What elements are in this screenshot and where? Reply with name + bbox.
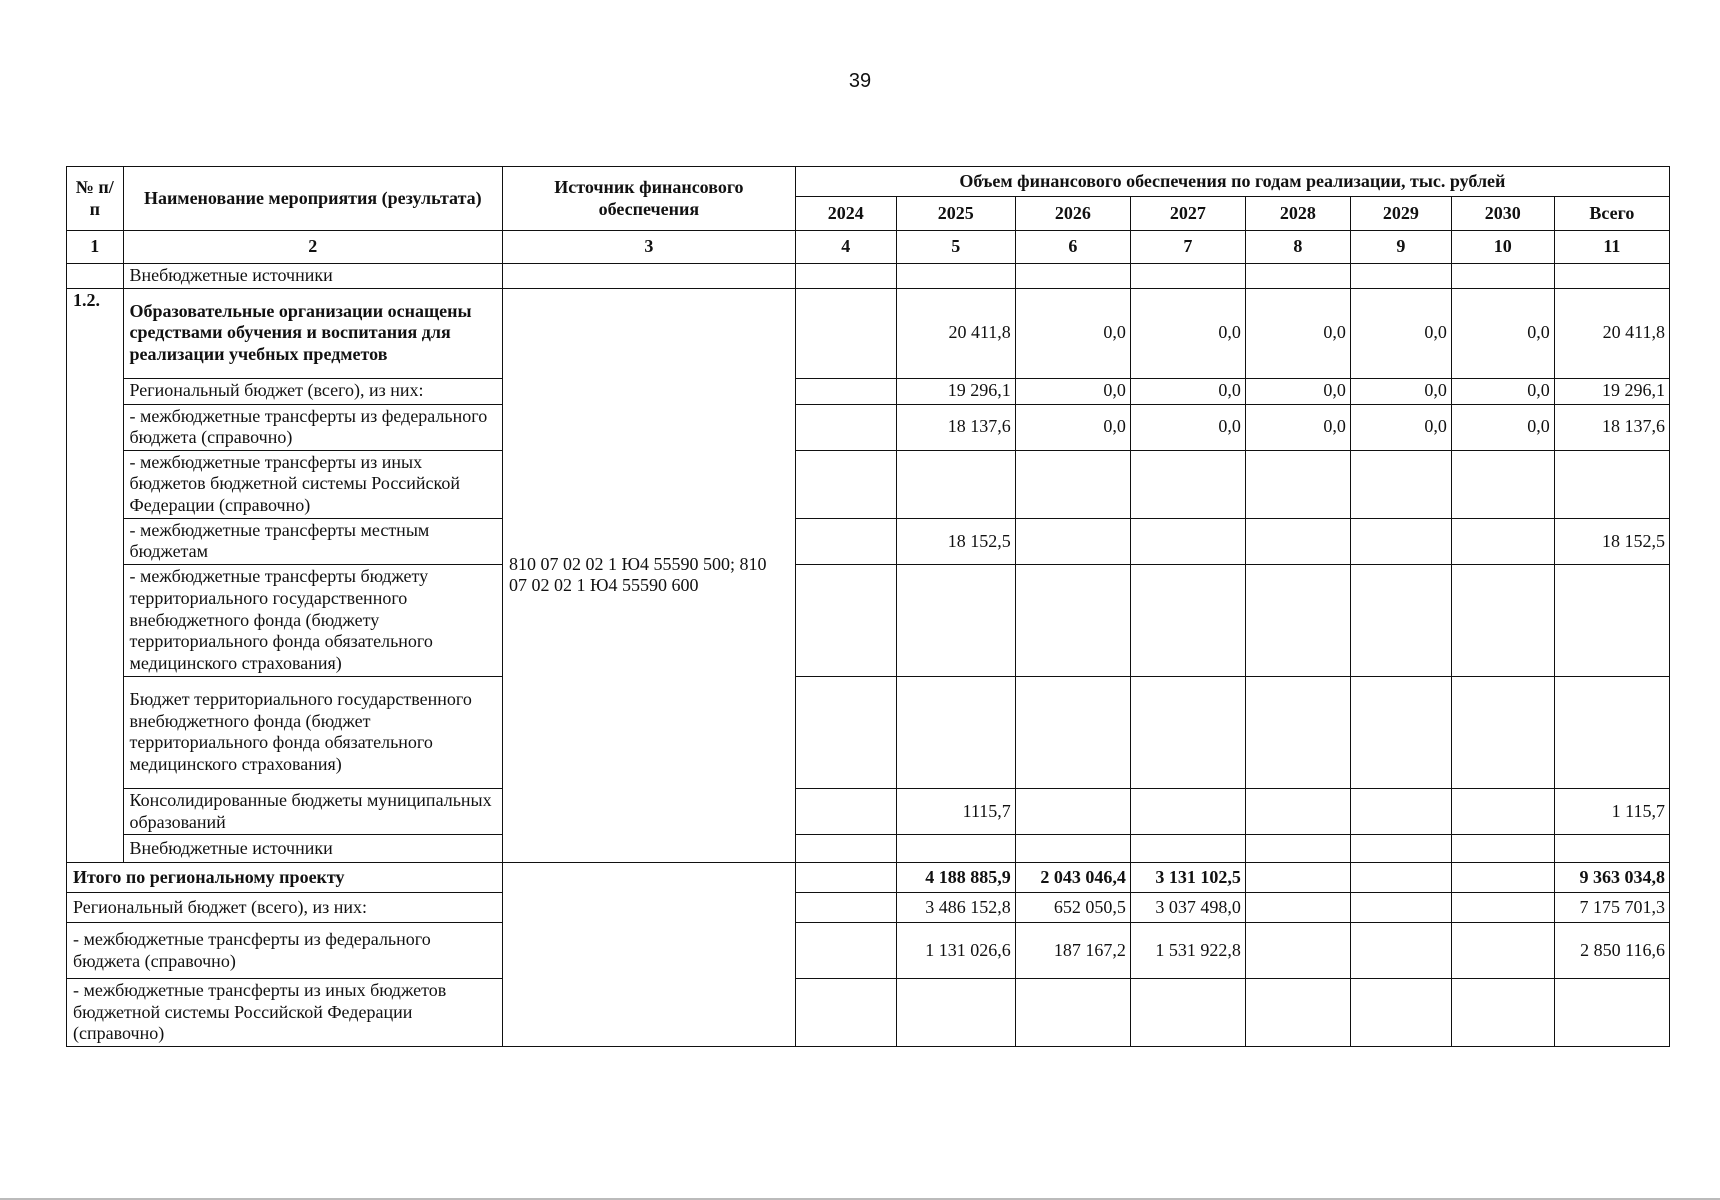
value-cell xyxy=(1350,264,1451,289)
value-cell xyxy=(896,564,1015,676)
value-cell xyxy=(795,564,896,676)
row-name: Образовательные организации оснащены средствами обучения и воспитания для реализации учебных предметов xyxy=(123,288,503,378)
value-cell: 0,0 xyxy=(1015,378,1130,404)
value-cell: 0,0 xyxy=(1130,378,1245,404)
value-cell xyxy=(1451,893,1554,923)
value-cell: 4 188 885,9 xyxy=(896,863,1015,893)
value-cell xyxy=(1451,564,1554,676)
total-name: Итого по региональному проекту xyxy=(67,863,503,893)
value-cell: 2 850 116,6 xyxy=(1554,923,1669,979)
table-row xyxy=(67,378,1670,404)
value-cell xyxy=(896,835,1015,863)
value-cell xyxy=(1245,788,1350,834)
row-name: - межбюджетные трансферты из иных бюджетов бюджетной системы Российской Федерации (справочно) xyxy=(123,450,503,518)
cell-source xyxy=(503,264,796,289)
value-cell xyxy=(1554,564,1669,676)
value-cell: 0,0 xyxy=(1130,288,1245,378)
value-cell xyxy=(1245,863,1350,893)
header-year: 2029 xyxy=(1350,197,1451,231)
value-cell xyxy=(1245,923,1350,979)
value-cell xyxy=(1245,835,1350,863)
header-year: 2030 xyxy=(1451,197,1554,231)
value-cell xyxy=(1451,518,1554,564)
value-cell xyxy=(1451,264,1554,289)
value-cell xyxy=(795,676,896,788)
value-cell: 20 411,8 xyxy=(1554,288,1669,378)
header-source: Источник финансового обеспечения xyxy=(503,167,796,231)
total-name: - межбюджетные трансферты из иных бюджетов бюджетной системы Российской Федерации (справочно) xyxy=(67,979,503,1047)
table-row xyxy=(67,788,1670,834)
value-cell: 3 037 498,0 xyxy=(1130,893,1245,923)
cell-source xyxy=(503,863,796,1047)
value-cell: 1 531 922,8 xyxy=(1130,923,1245,979)
header-volume: Объем финансового обеспечения по годам реализации, тыс. рублей xyxy=(795,167,1669,197)
value-cell xyxy=(1350,893,1451,923)
value-cell xyxy=(1015,264,1130,289)
value-cell xyxy=(1451,923,1554,979)
value-cell: 1115,7 xyxy=(896,788,1015,834)
column-index: 8 xyxy=(1245,231,1350,264)
value-cell: 19 296,1 xyxy=(896,378,1015,404)
value-cell xyxy=(1554,676,1669,788)
row-name: Консолидированные бюджеты муниципальных образований xyxy=(123,788,503,834)
value-cell xyxy=(1130,264,1245,289)
value-cell: 0,0 xyxy=(1015,404,1130,450)
value-cell xyxy=(1350,923,1451,979)
value-cell xyxy=(1245,676,1350,788)
value-cell xyxy=(896,676,1015,788)
value-cell: 0,0 xyxy=(1130,404,1245,450)
value-cell xyxy=(795,378,896,404)
value-cell xyxy=(1245,518,1350,564)
value-cell: 0,0 xyxy=(1245,404,1350,450)
column-index: 5 xyxy=(896,231,1015,264)
value-cell: 0,0 xyxy=(1245,288,1350,378)
value-cell: 0,0 xyxy=(1451,288,1554,378)
value-cell xyxy=(1451,979,1554,1047)
value-cell: 9 363 034,8 xyxy=(1554,863,1669,893)
value-cell xyxy=(1451,835,1554,863)
value-cell xyxy=(795,450,896,518)
value-cell: 19 296,1 xyxy=(1554,378,1669,404)
value-cell xyxy=(795,288,896,378)
total-row xyxy=(67,863,1670,893)
value-cell: 18 137,6 xyxy=(1554,404,1669,450)
value-cell xyxy=(1451,863,1554,893)
value-cell xyxy=(795,518,896,564)
value-cell: 7 175 701,3 xyxy=(1554,893,1669,923)
header-num: № п/п xyxy=(67,167,124,231)
value-cell: 3 486 152,8 xyxy=(896,893,1015,923)
item-number: 1.2. xyxy=(67,288,124,863)
value-cell xyxy=(1130,788,1245,834)
value-cell xyxy=(1015,979,1130,1047)
value-cell: 18 152,5 xyxy=(896,518,1015,564)
value-cell xyxy=(1554,835,1669,863)
value-cell xyxy=(896,979,1015,1047)
value-cell: 18 152,5 xyxy=(1554,518,1669,564)
value-cell xyxy=(1245,564,1350,676)
column-index-row xyxy=(67,231,1670,264)
total-name: - межбюджетные трансферты из федерального бюджета (справочно) xyxy=(67,923,503,979)
value-cell xyxy=(1554,264,1669,289)
value-cell xyxy=(1451,676,1554,788)
column-index: 1 xyxy=(67,231,124,264)
value-cell xyxy=(795,863,896,893)
value-cell xyxy=(1245,264,1350,289)
value-cell xyxy=(1130,835,1245,863)
value-cell xyxy=(1015,676,1130,788)
value-cell: 0,0 xyxy=(1245,378,1350,404)
header-year: 2026 xyxy=(1015,197,1130,231)
value-cell xyxy=(1350,676,1451,788)
value-cell xyxy=(795,835,896,863)
row-name: Внебюджетные источники xyxy=(123,264,503,289)
value-cell xyxy=(1350,835,1451,863)
financing-table xyxy=(66,166,1670,1047)
row-name: Бюджет территориального государственного внебюджетного фонда (бюджет территориального фонда обязательного медицинского страхования) xyxy=(123,676,503,788)
header-year: 2025 xyxy=(896,197,1015,231)
value-cell: 0,0 xyxy=(1451,404,1554,450)
value-cell xyxy=(896,450,1015,518)
value-cell xyxy=(1350,979,1451,1047)
total-row xyxy=(67,979,1670,1047)
value-cell xyxy=(1451,788,1554,834)
value-cell: 0,0 xyxy=(1015,288,1130,378)
row-name: - межбюджетные трансферты бюджету территориального государственного внебюджетного фонда (бюджету территориального фонда обязательного медицинского страхования) xyxy=(123,564,503,676)
value-cell: 0,0 xyxy=(1350,404,1451,450)
value-cell xyxy=(1245,979,1350,1047)
source-code: 810 07 02 02 1 Ю4 55590 500; 810 07 02 02 1 Ю4 55590 600 xyxy=(503,288,796,863)
value-cell xyxy=(1554,450,1669,518)
value-cell xyxy=(1130,450,1245,518)
value-cell xyxy=(1350,564,1451,676)
value-cell xyxy=(1130,979,1245,1047)
total-row xyxy=(67,893,1670,923)
value-cell: 187 167,2 xyxy=(1015,923,1130,979)
column-index: 11 xyxy=(1554,231,1669,264)
value-cell: 18 137,6 xyxy=(896,404,1015,450)
row-name: Региональный бюджет (всего), из них: xyxy=(123,378,503,404)
value-cell xyxy=(795,979,896,1047)
table-row xyxy=(67,450,1670,518)
value-cell xyxy=(1130,676,1245,788)
column-index: 9 xyxy=(1350,231,1451,264)
value-cell xyxy=(795,923,896,979)
value-cell: 3 131 102,5 xyxy=(1130,863,1245,893)
cell-num xyxy=(67,264,124,289)
value-cell xyxy=(1554,979,1669,1047)
table-row xyxy=(67,835,1670,863)
value-cell xyxy=(1350,788,1451,834)
value-cell xyxy=(1350,863,1451,893)
value-cell xyxy=(1015,450,1130,518)
value-cell xyxy=(1015,518,1130,564)
table-row xyxy=(67,676,1670,788)
value-cell: 1 131 026,6 xyxy=(896,923,1015,979)
value-cell xyxy=(1245,893,1350,923)
value-cell: 0,0 xyxy=(1350,378,1451,404)
header-year: 2024 xyxy=(795,197,896,231)
value-cell xyxy=(1130,518,1245,564)
total-name: Региональный бюджет (всего), из них: xyxy=(67,893,503,923)
value-cell xyxy=(795,264,896,289)
table-row xyxy=(67,518,1670,564)
total-row xyxy=(67,923,1670,979)
value-cell xyxy=(1451,450,1554,518)
value-cell xyxy=(896,264,1015,289)
column-index: 10 xyxy=(1451,231,1554,264)
column-index: 6 xyxy=(1015,231,1130,264)
table-row xyxy=(67,264,1670,289)
value-cell: 20 411,8 xyxy=(896,288,1015,378)
header-name: Наименование мероприятия (результата) xyxy=(123,167,503,231)
column-index: 7 xyxy=(1130,231,1245,264)
header-year: 2028 xyxy=(1245,197,1350,231)
header-year: 2027 xyxy=(1130,197,1245,231)
column-index: 2 xyxy=(123,231,503,264)
value-cell: 652 050,5 xyxy=(1015,893,1130,923)
page-number: 39 xyxy=(848,70,872,92)
value-cell xyxy=(1350,450,1451,518)
value-cell xyxy=(1015,835,1130,863)
value-cell: 1 115,7 xyxy=(1554,788,1669,834)
column-index: 4 xyxy=(795,231,896,264)
column-index: 3 xyxy=(503,231,796,264)
value-cell xyxy=(1015,564,1130,676)
table-row xyxy=(67,288,1670,378)
value-cell xyxy=(1245,450,1350,518)
value-cell xyxy=(795,788,896,834)
row-name: - межбюджетные трансферты из федерального бюджета (справочно) xyxy=(123,404,503,450)
header-total: Всего xyxy=(1554,197,1669,231)
value-cell xyxy=(795,893,896,923)
value-cell: 0,0 xyxy=(1451,378,1554,404)
value-cell xyxy=(1130,564,1245,676)
table-row xyxy=(67,564,1670,676)
value-cell xyxy=(1015,788,1130,834)
row-name: Внебюджетные источники xyxy=(123,835,503,863)
row-name: - межбюджетные трансферты местным бюджетам xyxy=(123,518,503,564)
value-cell: 0,0 xyxy=(1350,288,1451,378)
value-cell xyxy=(1350,518,1451,564)
value-cell xyxy=(795,404,896,450)
table-row xyxy=(67,404,1670,450)
value-cell: 2 043 046,4 xyxy=(1015,863,1130,893)
